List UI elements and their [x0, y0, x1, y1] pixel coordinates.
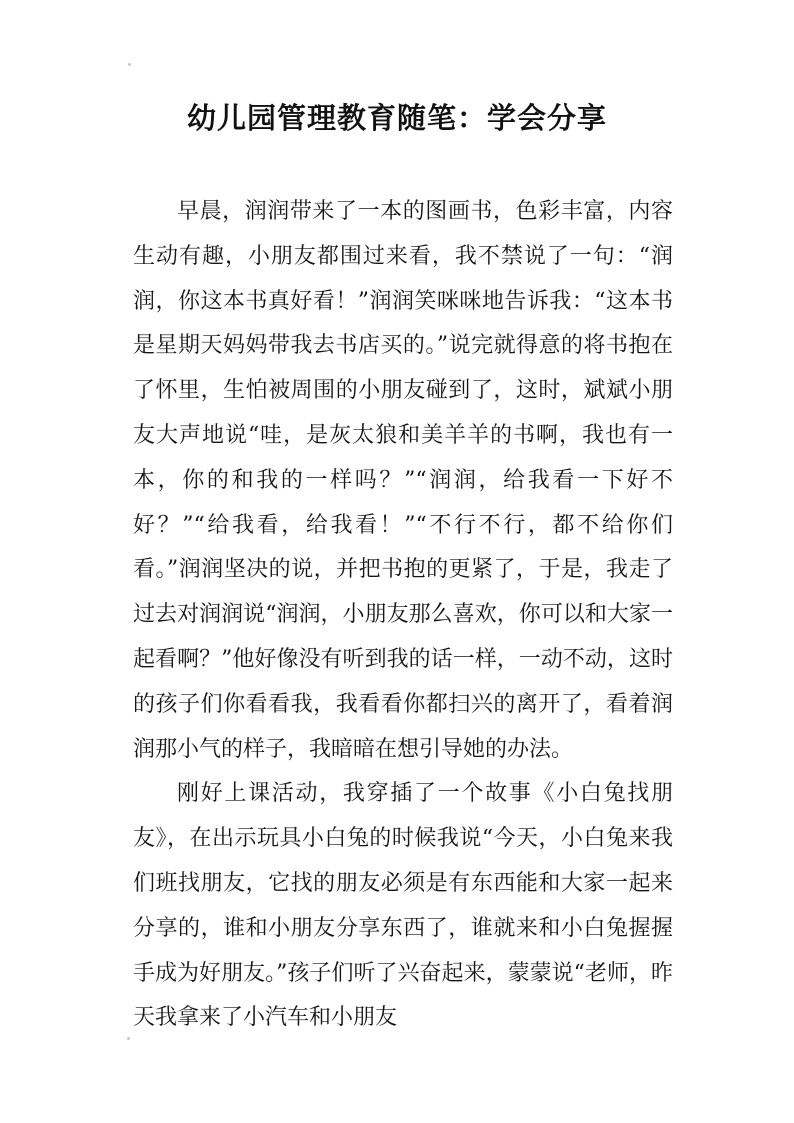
scan-speck: [128, 63, 131, 66]
paragraph-1: 早晨，润润带来了一本的图画书，色彩丰富，内容生动有趣，小朋友都围过来看，我不禁说了一句：“润润，你这本书真好看！”润润笑咪咪地告诉我：“这本书是星期天妈妈带我去书店买的。”说完就得意的将书抱在了怀里，生怕被周围的小朋友碰到了，这时，斌斌小朋友大声地说“哇，是灰太狼和美羊羊的书啊，我也有一本，你的和我的一样吗？”“润润，给我看一下好不好？”“给我看，给我看！”“不行不行，都不给你们看。”润润坚决的说，并把书抱的更紧了，于是，我走了过去对润润说“润润，小朋友那么喜欢，你可以和大家一起看啊？”他好像没有听到我的话一样，一动不动，这时的孩子们你看看我，我看看你都扫兴的离开了，看着润润那小气的样子，我暗暗在想引导她的办法。: [133, 199, 673, 762]
article-body: [133, 190, 673, 1041]
page-title: 幼儿园管理教育随笔：学会分享: [186, 101, 607, 135]
paragraph-2: 刚好上课活动，我穿插了一个故事《小白兔找朋友》，在出示玩具小白兔的时候我说“今天，小白兔来我们班找朋友，它找的朋友必须是有东西能和大家一起来分享的，谁和小朋友分享东西了，谁就来和小白兔握握手成为好朋友。”孩子们听了兴奋起来，蒙蒙说“老师，昨天我拿来了小汽车和小朋友: [133, 781, 673, 1031]
scan-speck: [127, 1037, 130, 1040]
